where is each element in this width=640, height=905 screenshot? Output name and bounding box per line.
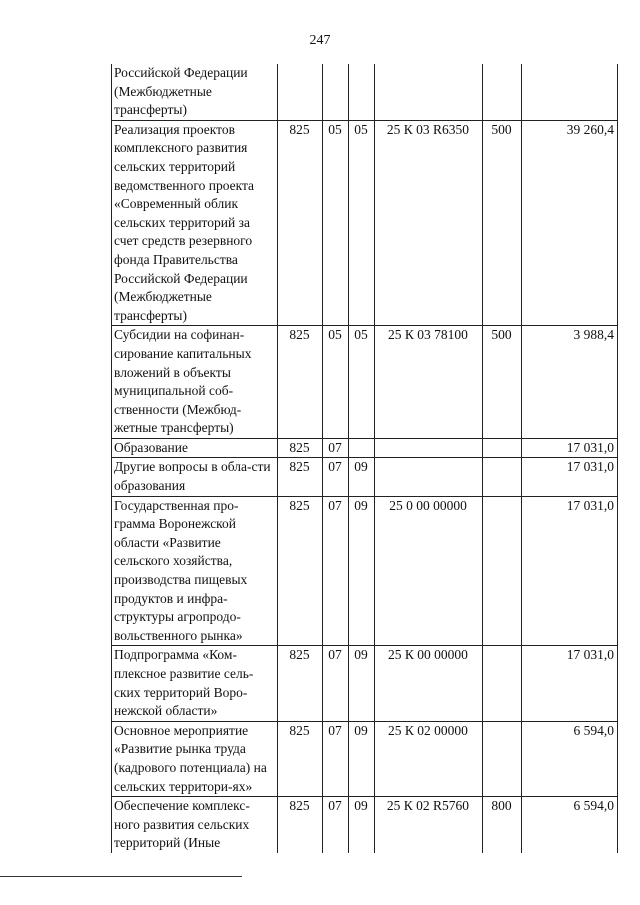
row-target-article-cell: 25 0 00 00000 bbox=[375, 496, 483, 646]
table-row bbox=[112, 64, 618, 120]
row-amount-cell: 6 594,0 bbox=[522, 721, 618, 796]
row-target-article-cell: 25 К 02 R5760 bbox=[375, 797, 483, 853]
row-expense-type-cell bbox=[483, 646, 522, 721]
row-name-cell: Реализация проектов комплексного развития сельских территорий ведомственного проекта «Современный облик сельских территорий за счет средств резервного фонда Правительства Российской Федерации (Межбюджетные трансферты) bbox=[112, 120, 278, 326]
row-expense-type-cell: 500 bbox=[483, 326, 522, 439]
row-subsection-cell: 05 bbox=[349, 326, 375, 439]
table-body bbox=[112, 64, 618, 853]
row-expense-type-cell bbox=[483, 496, 522, 646]
row-admin-code-cell: 825 bbox=[278, 120, 323, 326]
row-expense-type-cell bbox=[483, 64, 522, 120]
row-name-cell: Государственная про-грамма Воронежской области «Развитие сельского хозяйства, производства пищевых продуктов и инфра-структуры агропродо-вольственного рынка» bbox=[112, 496, 278, 646]
row-amount-cell: 17 031,0 bbox=[522, 646, 618, 721]
row-admin-code-cell: 825 bbox=[278, 326, 323, 439]
budget-table bbox=[111, 64, 618, 853]
row-amount-cell: 17 031,0 bbox=[522, 458, 618, 496]
table-row bbox=[112, 721, 618, 796]
table-row bbox=[112, 438, 618, 458]
row-subsection-cell: 09 bbox=[349, 646, 375, 721]
row-expense-type-cell bbox=[483, 438, 522, 458]
row-section-cell: 05 bbox=[323, 120, 349, 326]
row-expense-type-cell bbox=[483, 721, 522, 796]
row-name-cell: Обеспечение комплекс-ного развития сельских территорий (Иные bbox=[112, 797, 278, 853]
row-name-cell: Подпрограмма «Ком-плексное развитие сель-ских территорий Воро-нежской области» bbox=[112, 646, 278, 721]
row-admin-code-cell: 825 bbox=[278, 458, 323, 496]
row-subsection-cell: 09 bbox=[349, 721, 375, 796]
row-section-cell: 07 bbox=[323, 797, 349, 853]
row-section-cell bbox=[323, 64, 349, 120]
footnote-separator bbox=[0, 876, 242, 877]
row-target-article-cell: 25 К 02 00000 bbox=[375, 721, 483, 796]
row-name-cell: Российской Федерации (Межбюджетные трансферты) bbox=[112, 64, 278, 120]
row-name-cell: Субсидии на софинан-сирование капитальных вложений в объекты муниципальной соб-ственности (Межбюд-жетные трансферты) bbox=[112, 326, 278, 439]
row-admin-code-cell bbox=[278, 64, 323, 120]
table-row bbox=[112, 797, 618, 853]
row-amount-cell: 39 260,4 bbox=[522, 120, 618, 326]
row-target-article-cell: 25 К 03 78100 bbox=[375, 326, 483, 439]
row-expense-type-cell: 500 bbox=[483, 120, 522, 326]
row-section-cell: 07 bbox=[323, 438, 349, 458]
table-row bbox=[112, 496, 618, 646]
page-number: 247 bbox=[309, 33, 331, 48]
row-admin-code-cell: 825 bbox=[278, 496, 323, 646]
row-subsection-cell: 09 bbox=[349, 458, 375, 496]
row-name-cell: Другие вопросы в обла-сти образования bbox=[112, 458, 278, 496]
row-subsection-cell: 09 bbox=[349, 496, 375, 646]
row-admin-code-cell: 825 bbox=[278, 797, 323, 853]
table-row bbox=[112, 458, 618, 496]
table-row bbox=[112, 326, 618, 439]
row-amount-cell: 6 594,0 bbox=[522, 797, 618, 853]
row-subsection-cell bbox=[349, 438, 375, 458]
row-section-cell: 07 bbox=[323, 721, 349, 796]
row-target-article-cell bbox=[375, 64, 483, 120]
row-target-article-cell bbox=[375, 438, 483, 458]
row-admin-code-cell: 825 bbox=[278, 438, 323, 458]
row-name-cell: Образование bbox=[112, 438, 278, 458]
row-admin-code-cell: 825 bbox=[278, 646, 323, 721]
row-subsection-cell bbox=[349, 64, 375, 120]
row-section-cell: 07 bbox=[323, 458, 349, 496]
row-amount-cell bbox=[522, 64, 618, 120]
row-amount-cell: 17 031,0 bbox=[522, 496, 618, 646]
row-target-article-cell bbox=[375, 458, 483, 496]
row-section-cell: 05 bbox=[323, 326, 349, 439]
row-subsection-cell: 05 bbox=[349, 120, 375, 326]
row-section-cell: 07 bbox=[323, 496, 349, 646]
row-amount-cell: 3 988,4 bbox=[522, 326, 618, 439]
row-expense-type-cell: 800 bbox=[483, 797, 522, 853]
table-row bbox=[112, 646, 618, 721]
row-section-cell: 07 bbox=[323, 646, 349, 721]
row-expense-type-cell bbox=[483, 458, 522, 496]
row-name-cell: Основное мероприятие «Развитие рынка труда (кадрового потенциала) на сельских территори-ях» bbox=[112, 721, 278, 796]
row-admin-code-cell: 825 bbox=[278, 721, 323, 796]
row-target-article-cell: 25 К 00 00000 bbox=[375, 646, 483, 721]
row-target-article-cell: 25 К 03 R6350 bbox=[375, 120, 483, 326]
row-subsection-cell: 09 bbox=[349, 797, 375, 853]
table-row bbox=[112, 120, 618, 326]
row-amount-cell: 17 031,0 bbox=[522, 438, 618, 458]
